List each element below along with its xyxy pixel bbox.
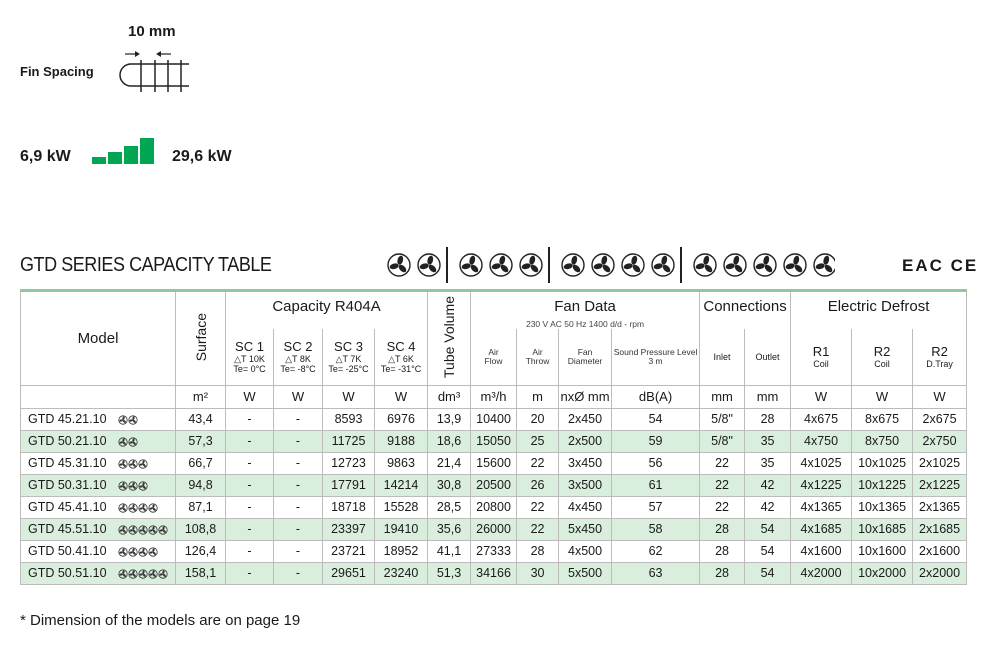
table-cell: 8593 xyxy=(323,408,375,430)
table-cell: 25 xyxy=(517,430,559,452)
table-cell: 28 xyxy=(517,540,559,562)
table-row xyxy=(21,540,967,562)
table-cell: 10x1225 xyxy=(852,474,913,496)
table-cell: 22 xyxy=(517,452,559,474)
table-cell: 3x500 xyxy=(559,474,612,496)
header-capacity: Capacity R404A xyxy=(226,291,428,321)
table-cell: 4x2000 xyxy=(791,562,852,584)
table-cell: - xyxy=(226,518,274,540)
table-cell: 11725 xyxy=(323,430,375,452)
unit-cell: mm xyxy=(745,385,791,408)
fan-icon xyxy=(159,570,167,578)
table-cell: 4x1600 xyxy=(791,540,852,562)
table-cell: 21,4 xyxy=(428,452,471,474)
table-cell: - xyxy=(274,562,323,584)
model-name: GTD 50.51.10 xyxy=(28,566,107,580)
table-cell: 20800 xyxy=(471,496,517,518)
table-cell: 30,8 xyxy=(428,474,471,496)
unit-cell: W xyxy=(323,385,375,408)
fan-icon xyxy=(520,254,542,276)
table-cell: 56 xyxy=(612,452,700,474)
header-row-1 xyxy=(21,291,967,321)
fan-icon xyxy=(724,254,746,276)
unit-cell: W xyxy=(791,385,852,408)
fan-icon xyxy=(119,460,127,468)
table-cell: 108,8 xyxy=(176,518,226,540)
fan-spec: 230 V AC 50 Hz 1400 d/d - rpm xyxy=(471,320,700,329)
header-sc4: SC 4 △T 6K Te= -31°C xyxy=(375,329,428,385)
table-cell: 63 xyxy=(612,562,700,584)
fan-icon xyxy=(119,548,127,556)
table-cell: 54 xyxy=(745,562,791,584)
table-row xyxy=(21,474,967,496)
table-cell: 10x1685 xyxy=(852,518,913,540)
table-cell: 26000 xyxy=(471,518,517,540)
capacity-table xyxy=(20,289,967,585)
unit-cell: W xyxy=(274,385,323,408)
table-cell: 4x675 xyxy=(791,408,852,430)
model-cell xyxy=(21,452,176,474)
table-cell: 4x1685 xyxy=(791,518,852,540)
table-cell: 22 xyxy=(700,452,745,474)
table-cell: 18718 xyxy=(323,496,375,518)
model-name: GTD 45.51.10 xyxy=(28,522,107,536)
table-cell: 6976 xyxy=(375,408,428,430)
table-cell: 30 xyxy=(517,562,559,584)
capacity-min: 6,9 kW xyxy=(20,148,71,165)
fan-icon xyxy=(129,482,137,490)
table-cell: 94,8 xyxy=(176,474,226,496)
header-fan-diameter: Fan Diameter xyxy=(559,329,612,385)
fan-icon xyxy=(592,254,614,276)
table-cell: 23721 xyxy=(323,540,375,562)
fan-icon xyxy=(388,254,410,276)
capacity-bar xyxy=(108,152,122,164)
table-cell: 2x450 xyxy=(559,408,612,430)
fan-icon xyxy=(149,548,157,556)
unit-cell: W xyxy=(852,385,913,408)
fan-icon xyxy=(139,460,147,468)
unit-cell: dB(A) xyxy=(612,385,700,408)
unit-cell: dm³ xyxy=(428,385,471,408)
unit-cell: m xyxy=(517,385,559,408)
fan-icon xyxy=(490,254,512,276)
table-row xyxy=(21,452,967,474)
table-cell: 10x1600 xyxy=(852,540,913,562)
table-cell: - xyxy=(226,430,274,452)
header-r2-coil: R2 Coil xyxy=(852,329,913,385)
model-cell xyxy=(21,540,176,562)
table-cell: 29651 xyxy=(323,562,375,584)
unit-cell: W xyxy=(226,385,274,408)
model-cell xyxy=(21,474,176,496)
header-surface: Surface xyxy=(176,291,226,386)
table-cell: - xyxy=(274,518,323,540)
certification-marks: EAC CE xyxy=(902,256,979,275)
fan-icon xyxy=(139,504,147,512)
header-outlet: Outlet xyxy=(745,329,791,385)
table-cell: 10400 xyxy=(471,408,517,430)
model-name: GTD 50.21.10 xyxy=(28,434,107,448)
table-cell: 10x2000 xyxy=(852,562,913,584)
table-cell: 54 xyxy=(745,540,791,562)
model-name: GTD 50.41.10 xyxy=(28,544,107,558)
header-sound-pressure: Sound Pressure Level 3 m xyxy=(612,329,700,385)
table-cell: 4x1025 xyxy=(791,452,852,474)
fin-spacing-diagram-icon xyxy=(113,40,193,98)
table-cell: 8x675 xyxy=(852,408,913,430)
table-cell: 23397 xyxy=(323,518,375,540)
fan-icon xyxy=(754,254,776,276)
units-row xyxy=(21,385,967,408)
table-cell: 15600 xyxy=(471,452,517,474)
table-cell: 61 xyxy=(612,474,700,496)
table-cell: 15050 xyxy=(471,430,517,452)
unit-cell: W xyxy=(375,385,428,408)
fan-icon xyxy=(652,254,674,276)
header-connections: Connections xyxy=(700,291,791,321)
table-cell: 5x450 xyxy=(559,518,612,540)
header-model: Model xyxy=(21,291,176,386)
model-name: GTD 45.31.10 xyxy=(28,456,107,470)
table-cell: 20 xyxy=(517,408,559,430)
table-row xyxy=(21,562,967,584)
capacity-bars-icon xyxy=(92,138,162,166)
model-cell xyxy=(21,408,176,430)
table-cell: 2x750 xyxy=(913,430,967,452)
fan-icon xyxy=(622,254,644,276)
table-cell: 12723 xyxy=(323,452,375,474)
fin-spacing-value: 10 mm xyxy=(128,23,176,40)
table-cell: 126,4 xyxy=(176,540,226,562)
table-cell: 9188 xyxy=(375,430,428,452)
fan-icon xyxy=(129,438,137,446)
table-cell: 43,4 xyxy=(176,408,226,430)
table-cell: - xyxy=(274,452,323,474)
table-cell: 20500 xyxy=(471,474,517,496)
fin-spacing-label: Fin Spacing xyxy=(20,64,94,79)
table-cell: - xyxy=(274,430,323,452)
table-cell: 28,5 xyxy=(428,496,471,518)
model-cell xyxy=(21,430,176,452)
table-cell: 66,7 xyxy=(176,452,226,474)
table-title: GTD SERIES CAPACITY TABLE xyxy=(20,254,272,276)
table-cell: 2x1225 xyxy=(913,474,967,496)
table-cell: 4x1365 xyxy=(791,496,852,518)
header-sc2: SC 2 △T 8K Te= -8°C xyxy=(274,329,323,385)
table-cell: 28 xyxy=(700,562,745,584)
table-cell: - xyxy=(226,496,274,518)
table-cell: - xyxy=(226,540,274,562)
table-cell: 23240 xyxy=(375,562,428,584)
table-cell: 2x1025 xyxy=(913,452,967,474)
fan-icon xyxy=(159,526,167,534)
table-cell: 59 xyxy=(612,430,700,452)
fan-icon xyxy=(119,482,127,490)
table-cell: 58 xyxy=(612,518,700,540)
model-name: GTD 45.41.10 xyxy=(28,500,107,514)
fan-groups-icon xyxy=(375,247,835,283)
table-cell: - xyxy=(226,474,274,496)
unit-cell: W xyxy=(913,385,967,408)
table-cell: 19410 xyxy=(375,518,428,540)
table-cell: 28 xyxy=(745,408,791,430)
table-cell: 5/8" xyxy=(700,430,745,452)
table-cell: 15528 xyxy=(375,496,428,518)
model-name: GTD 50.31.10 xyxy=(28,478,107,492)
table-cell: 54 xyxy=(612,408,700,430)
table-cell: 26 xyxy=(517,474,559,496)
table-cell: 62 xyxy=(612,540,700,562)
fan-icon xyxy=(784,254,806,276)
table-cell: 14214 xyxy=(375,474,428,496)
table-cell: 42 xyxy=(745,496,791,518)
model-fans-icon xyxy=(118,503,160,513)
fan-icon xyxy=(119,526,127,534)
fan-icon xyxy=(129,460,137,468)
table-cell: 41,1 xyxy=(428,540,471,562)
header-sc1: SC 1 △T 10K Te= 0°C xyxy=(226,329,274,385)
capacity-bar xyxy=(140,138,154,164)
table-cell: - xyxy=(274,474,323,496)
table-cell: 2x1600 xyxy=(913,540,967,562)
table-cell: 34166 xyxy=(471,562,517,584)
footnote: * Dimension of the models are on page 19 xyxy=(20,612,301,629)
table-cell: 10x1025 xyxy=(852,452,913,474)
unit-cell: m³/h xyxy=(471,385,517,408)
table-cell: 2x675 xyxy=(913,408,967,430)
table-cell: 17791 xyxy=(323,474,375,496)
table-cell: 4x500 xyxy=(559,540,612,562)
fan-icon xyxy=(139,526,147,534)
model-fans-icon xyxy=(118,525,170,535)
table-cell: 5x500 xyxy=(559,562,612,584)
header-r2-tray: R2 D.Tray xyxy=(913,329,967,385)
capacity-max: 29,6 kW xyxy=(172,148,232,165)
table-cell: - xyxy=(226,408,274,430)
header-inlet: Inlet xyxy=(700,329,745,385)
table-cell: - xyxy=(274,496,323,518)
fan-icon xyxy=(129,504,137,512)
table-cell: 158,1 xyxy=(176,562,226,584)
table-cell: 22 xyxy=(700,496,745,518)
table-cell: 35 xyxy=(745,452,791,474)
unit-cell: m² xyxy=(176,385,226,408)
fan-icon xyxy=(149,504,157,512)
table-row xyxy=(21,496,967,518)
fan-icon xyxy=(139,570,147,578)
table-cell: 2x500 xyxy=(559,430,612,452)
table-cell: 3x450 xyxy=(559,452,612,474)
table-cell: 35,6 xyxy=(428,518,471,540)
table-cell: 18952 xyxy=(375,540,428,562)
table-cell: 28 xyxy=(700,518,745,540)
table-cell: 22 xyxy=(700,474,745,496)
model-cell xyxy=(21,518,176,540)
header-tube-volume: Tube Volume xyxy=(428,291,471,386)
table-cell: 27333 xyxy=(471,540,517,562)
table-cell: - xyxy=(226,452,274,474)
fan-icon xyxy=(149,526,157,534)
table-cell: 51,3 xyxy=(428,562,471,584)
header-electric-defrost: Electric Defrost xyxy=(791,291,967,321)
unit-cell: mm xyxy=(700,385,745,408)
fan-icon xyxy=(139,482,147,490)
table-cell: 42 xyxy=(745,474,791,496)
table-cell: 4x450 xyxy=(559,496,612,518)
table-cell: 35 xyxy=(745,430,791,452)
model-fans-icon xyxy=(118,415,140,425)
header-sc3: SC 3 △T 7K Te= -25°C xyxy=(323,329,375,385)
fan-icon xyxy=(129,416,137,424)
fan-icon xyxy=(119,570,127,578)
table-cell: - xyxy=(274,408,323,430)
capacity-bar xyxy=(124,146,138,164)
table-cell: 13,9 xyxy=(428,408,471,430)
table-row xyxy=(21,408,967,430)
fan-icon xyxy=(562,254,584,276)
table-cell: 87,1 xyxy=(176,496,226,518)
fan-icon xyxy=(460,254,482,276)
fan-icon xyxy=(129,526,137,534)
fan-icon xyxy=(139,548,147,556)
model-fans-icon xyxy=(118,569,170,579)
fan-icon xyxy=(149,570,157,578)
table-cell: 57,3 xyxy=(176,430,226,452)
table-cell: 2x2000 xyxy=(913,562,967,584)
model-cell xyxy=(21,562,176,584)
fan-icon xyxy=(694,254,716,276)
header-air-flow: Air Flow xyxy=(471,329,517,385)
fan-icon xyxy=(814,254,835,276)
header-air-throw: Air Throw xyxy=(517,329,559,385)
header-fan-data: Fan Data xyxy=(471,291,700,321)
table-cell: 18,6 xyxy=(428,430,471,452)
fan-icon xyxy=(119,504,127,512)
table-row xyxy=(21,430,967,452)
fan-icon xyxy=(129,570,137,578)
model-cell xyxy=(21,496,176,518)
model-fans-icon xyxy=(118,459,150,469)
fan-icon xyxy=(418,254,440,276)
model-fans-icon xyxy=(118,547,160,557)
capacity-bar xyxy=(92,157,106,164)
table-cell: 9863 xyxy=(375,452,428,474)
model-fans-icon xyxy=(118,481,150,491)
unit-cell: nxØ mm xyxy=(559,385,612,408)
table-cell: 54 xyxy=(745,518,791,540)
table-cell: - xyxy=(226,562,274,584)
table-cell: 4x750 xyxy=(791,430,852,452)
table-cell: 5/8" xyxy=(700,408,745,430)
table-cell: 2x1365 xyxy=(913,496,967,518)
header-r1: R1 Coil xyxy=(791,329,852,385)
table-cell: 4x1225 xyxy=(791,474,852,496)
model-fans-icon xyxy=(118,437,140,447)
table-cell: 10x1365 xyxy=(852,496,913,518)
table-cell: 22 xyxy=(517,518,559,540)
model-name: GTD 45.21.10 xyxy=(28,412,107,426)
fan-icon xyxy=(129,548,137,556)
table-cell: 22 xyxy=(517,496,559,518)
table-cell: - xyxy=(274,540,323,562)
table-cell: 28 xyxy=(700,540,745,562)
table-cell: 8x750 xyxy=(852,430,913,452)
fan-icon xyxy=(119,416,127,424)
table-row xyxy=(21,518,967,540)
table-cell: 57 xyxy=(612,496,700,518)
table-cell: 2x1685 xyxy=(913,518,967,540)
fan-icon xyxy=(119,438,127,446)
